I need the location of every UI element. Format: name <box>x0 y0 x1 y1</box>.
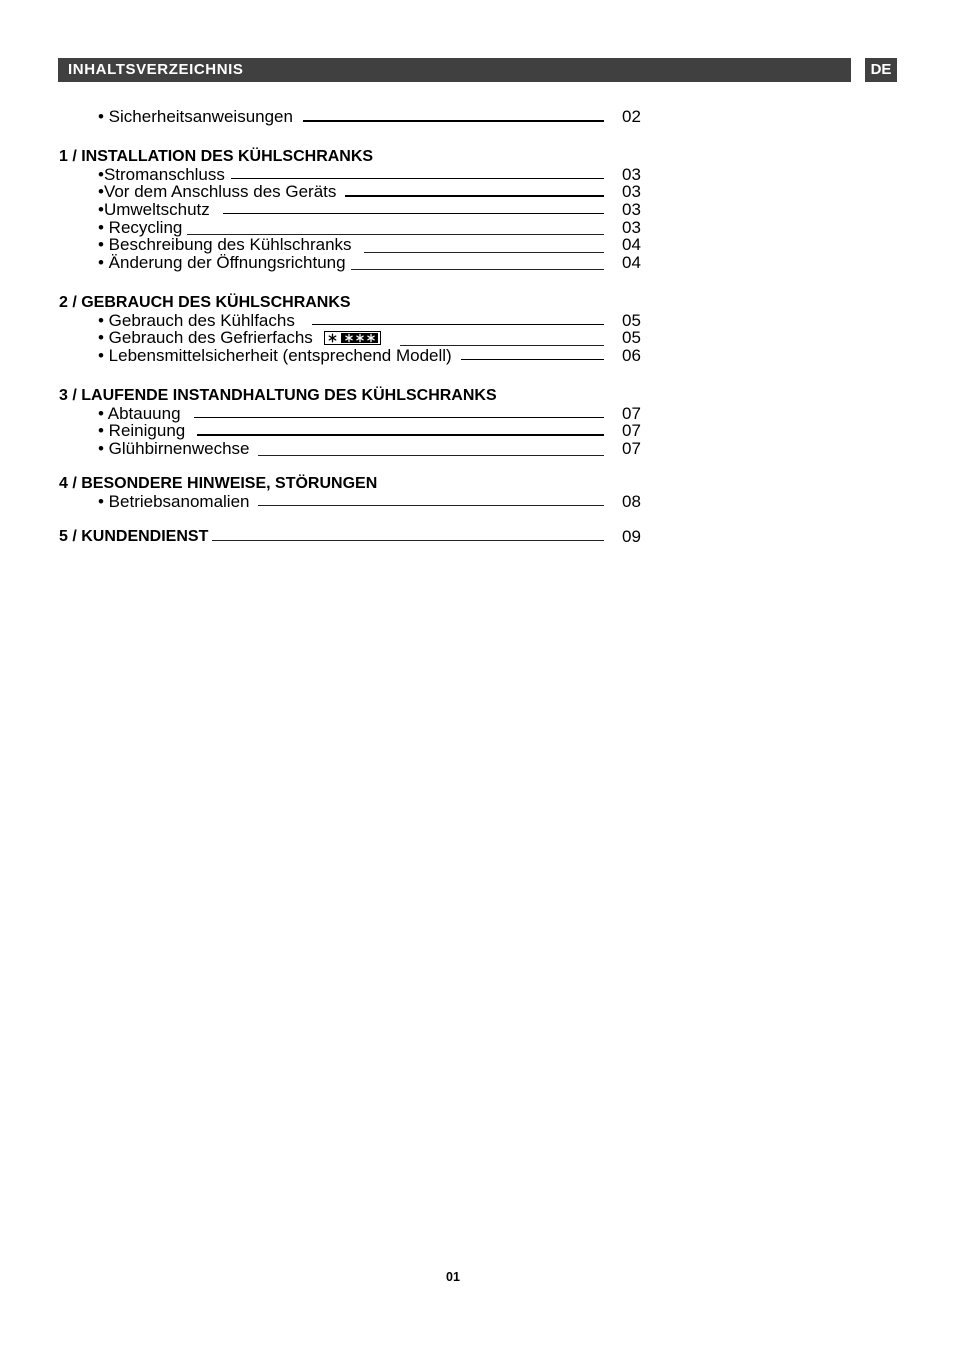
page-number: 01 <box>446 1270 460 1284</box>
toc-leader-line <box>345 195 604 197</box>
toc-leader-line <box>303 120 604 122</box>
toc-entry-label: • Abtauung <box>98 403 181 423</box>
language-badge: DE <box>865 58 897 82</box>
toc-leader-line <box>461 359 604 361</box>
toc-entry-label: • Gebrauch des Gefrierfachs <box>98 328 313 348</box>
toc-page-number: 07 <box>622 421 641 441</box>
toc-entry-umweltschutz <box>59 201 641 219</box>
toc-section-heading-1 <box>59 148 641 166</box>
toc-entry-label: • Reinigung <box>98 421 186 441</box>
toc-entry-label: • Gebrauch des Kühlfachs <box>98 310 295 330</box>
toc-leader-line <box>258 505 604 506</box>
toc-page-number: 04 <box>622 252 641 272</box>
header-title: INHALTSVERZEICHNIS <box>68 61 244 78</box>
toc-leader-line <box>351 269 604 270</box>
toc-entry-abtauung <box>59 405 641 423</box>
toc-page-number: 04 <box>622 235 641 255</box>
toc-page-number: 09 <box>622 526 641 546</box>
toc-entry-label: •Vor dem Anschluss des Geräts <box>98 182 337 202</box>
toc-leader-line <box>258 455 604 456</box>
toc-heading-label: 1 / INSTALLATION DES KÜHLSCHRANKS <box>59 148 374 165</box>
toc-heading-label: 2 / GEBRAUCH DES KÜHLSCHRANKS <box>59 293 351 311</box>
toc-leader-line <box>223 213 604 215</box>
toc-entry-label: • Änderung der Öffnungsrichtung <box>98 252 346 272</box>
toc-entry-sicherheitsanweisungen <box>59 108 641 126</box>
toc-section-heading-3 <box>59 387 641 405</box>
toc-page-number: 03 <box>622 182 641 202</box>
toc-entry-label: • Recycling <box>98 217 183 237</box>
toc-entry-label: •Umweltschutz <box>98 199 210 219</box>
toc-section-heading-4 <box>59 475 641 493</box>
toc-entry-gluehbirnenwechsel <box>59 440 641 458</box>
toc-entry-stromanschluss <box>59 166 641 184</box>
toc-page-number: 05 <box>622 328 641 348</box>
toc-entry-gefrierfach <box>59 329 641 347</box>
toc-entry-betriebsanomalien <box>59 493 641 511</box>
toc-entry-label: •Stromanschluss <box>98 164 225 184</box>
toc-page-number: 03 <box>622 217 641 237</box>
toc-entry-beschreibung <box>59 236 641 254</box>
toc-leader-line <box>231 178 604 180</box>
toc-heading-label: 5 / KUNDENDIENST <box>59 527 209 545</box>
toc-leader-line <box>194 417 604 419</box>
toc-entry-lebensmittelsicherheit <box>59 347 641 365</box>
toc-leader-line <box>312 324 604 326</box>
toc-leader-line <box>364 252 604 253</box>
toc-page-number: 08 <box>622 491 641 511</box>
toc-page-number: 03 <box>622 164 641 184</box>
toc-entry-label: • Sicherheitsanweisungen <box>98 107 293 126</box>
header-bar <box>58 58 851 82</box>
toc-entry-label: • Beschreibung des Kühlschranks <box>98 235 352 255</box>
toc-page-number: 03 <box>622 199 641 219</box>
toc-page-number: 07 <box>622 403 641 423</box>
toc-entry-label: • Lebensmittelsicherheit (entsprechend Modell) <box>98 345 452 365</box>
toc-section-heading-5 <box>59 528 641 546</box>
freezer-four-star-icon <box>324 331 381 345</box>
toc-entry-reinigung <box>59 422 641 440</box>
toc-leader-line <box>197 434 604 436</box>
toc-page-number: 02 <box>622 107 641 126</box>
toc-page-number: 07 <box>622 438 641 458</box>
toc-page-number: 05 <box>622 310 641 330</box>
toc-entry-oeffnungsrichtung <box>59 254 641 272</box>
table-of-contents <box>59 108 641 545</box>
toc-leader-line <box>212 540 604 541</box>
toc-entry-recycling <box>59 219 641 237</box>
toc-section-heading-2 <box>59 294 641 312</box>
toc-entry-label: • Glühbirnenwechse <box>98 438 250 458</box>
toc-heading-label: 3 / LAUFENDE INSTANDHALTUNG DES KÜHLSCHRANKS <box>59 386 497 404</box>
toc-heading-label: 4 / BESONDERE HINWEISE, STÖRUNGEN <box>59 474 378 492</box>
toc-entry-vor-dem-anschluss <box>59 183 641 201</box>
toc-page-number: 06 <box>622 345 641 365</box>
toc-entry-label: • Betriebsanomalien <box>98 491 250 511</box>
toc-entry-kuehlfach <box>59 312 641 330</box>
